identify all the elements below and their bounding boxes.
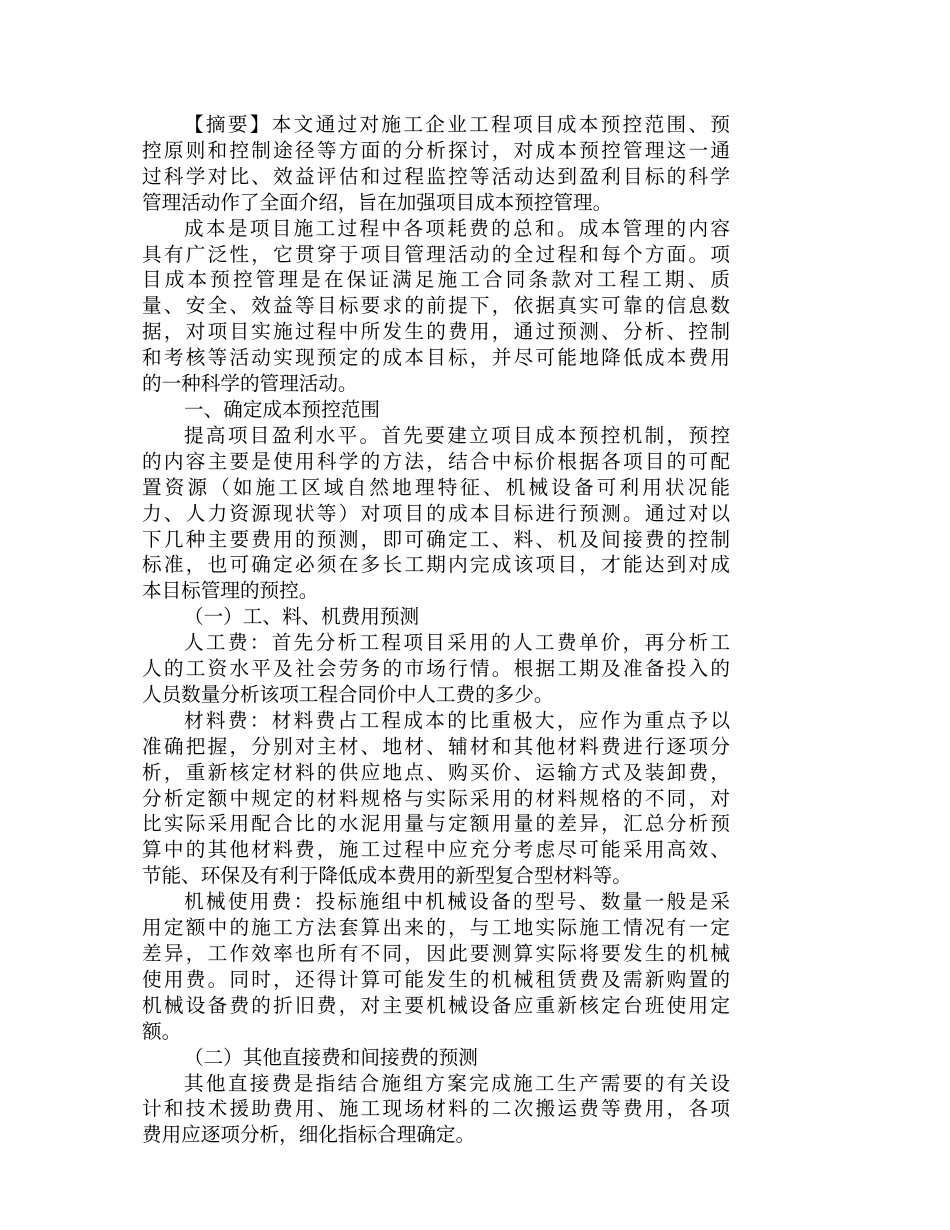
text-line: 析，重新核定材料的供应地点、购买价、运输方式及装卸费，	[142, 760, 730, 784]
text-line: 比实际采用配合比的水泥用量与定额用量的差异，汇总分析预	[142, 812, 730, 836]
text-line: 力、人力资源现状等）对项目的成本目标进行预测。通过对以	[142, 501, 730, 525]
machinery-cost-paragraph	[142, 889, 730, 1044]
text-line: 置资源（如施工区域自然地理特征、机械设备可利用状况能	[142, 475, 730, 499]
text-line: 和考核等活动实现预定的成本目标，并尽可能地降低成本费用	[142, 346, 730, 370]
labor-cost-paragraph	[142, 630, 730, 708]
subsection-heading: （二）其他直接费和间接费的预测	[184, 1045, 478, 1069]
text-line: 本目标管理的预控。	[142, 579, 319, 603]
text-line: 标准，也可确定必须在多长工期内完成该项目，才能达到对成	[142, 553, 730, 577]
text-line: 【摘要】本文通过对施工企业工程项目成本预控范围、预	[184, 113, 730, 136]
text-line: 人的工资水平及社会劳务的市场行情。根据工期及准备投入的	[142, 657, 730, 681]
text-line: 管理活动作了全面介绍，旨在加强项目成本预控管理。	[142, 190, 613, 214]
text-line: 据，对项目实施过程中所发生的费用，通过预测、分析、控制	[142, 320, 730, 344]
text-line: 的内容主要是使用科学的方法，结合中标价根据各项目的可配	[142, 449, 730, 473]
text-line: 过科学对比、效益评估和过程监控等活动达到盈利目标的科学	[142, 164, 730, 188]
text-line: 量、安全、效益等目标要求的前提下，依据真实可靠的信息数	[142, 294, 730, 318]
text-line: 节能、环保及有利于降低成本费用的新型复合型材料等。	[142, 864, 632, 888]
text-line: 机械设备费的折旧费，对主要机械设备应重新核定台班使用定	[142, 993, 730, 1017]
text-line: 机械使用费：投标施组中机械设备的型号、数量一般是采	[184, 890, 730, 914]
text-line: 差异，工作效率也所有不同，因此要测算实际将要发生的机械	[142, 942, 730, 965]
text-line: 分析定额中规定的材料规格与实际采用的材料规格的不同，对	[142, 786, 730, 810]
text-line: 算中的其他材料费，施工过程中应充分考虑尽可能采用高效、	[142, 838, 730, 862]
text-line: 提高项目盈利水平。首先要建立项目成本预控机制，预控	[184, 423, 730, 447]
intro-paragraph	[142, 216, 730, 397]
text-line: 具有广泛性，它贯穿于项目管理活动的全过程和每个方面。项	[142, 242, 730, 266]
text-line: 使用费。同时，还得计算可能发生的机械租赁费及需新购置的	[142, 967, 730, 991]
document-page	[142, 112, 730, 1148]
text-line: 费用应逐项分析，细化指标合理确定。	[142, 1123, 476, 1147]
abstract-paragraph	[142, 112, 730, 216]
subsection-heading-1	[142, 604, 730, 630]
text-line: 下几种主要费用的预测，即可确定工、料、机及间接费的控制	[142, 527, 730, 551]
text-line: 用定额中的施工方法套算出来的，与工地实际施工情况有一定	[142, 916, 730, 940]
text-line: 准确把握，分别对主材、地材、辅材和其他材料费进行逐项分	[142, 734, 730, 758]
text-line: 额。	[142, 1019, 182, 1043]
text-line: 人工费：首先分析工程项目采用的人工费单价，再分析工	[184, 631, 730, 655]
subsection-heading-2	[142, 1045, 730, 1071]
section-1-paragraph	[142, 423, 730, 604]
material-cost-paragraph	[142, 708, 730, 889]
text-line: 计和技术援助费用、施工现场材料的二次搬运费等费用，各项	[142, 1097, 730, 1121]
text-line: 材料费：材料费占工程成本的比重极大，应作为重点予以	[184, 708, 730, 732]
text-line: 其他直接费是指结合施组方案完成施工生产需要的有关设	[184, 1071, 730, 1095]
text-line: 目成本预控管理是在保证满足施工合同条款对工程工期、质	[142, 268, 730, 292]
text-line: 的一种科学的管理活动。	[142, 372, 358, 396]
section-heading-1	[142, 397, 730, 423]
other-cost-paragraph	[142, 1071, 730, 1149]
subsection-heading: （一）工、料、机费用预测	[184, 605, 420, 629]
text-line: 控原则和控制途径等方面的分析探讨，对成本预控管理这一通	[142, 138, 730, 162]
text-line: 人员数量分析该项工程合同价中人工费的多少。	[142, 682, 554, 706]
text-line: 成本是项目施工过程中各项耗费的总和。成本管理的内容	[184, 216, 730, 240]
section-heading: 一、确定成本预控范围	[184, 397, 380, 421]
